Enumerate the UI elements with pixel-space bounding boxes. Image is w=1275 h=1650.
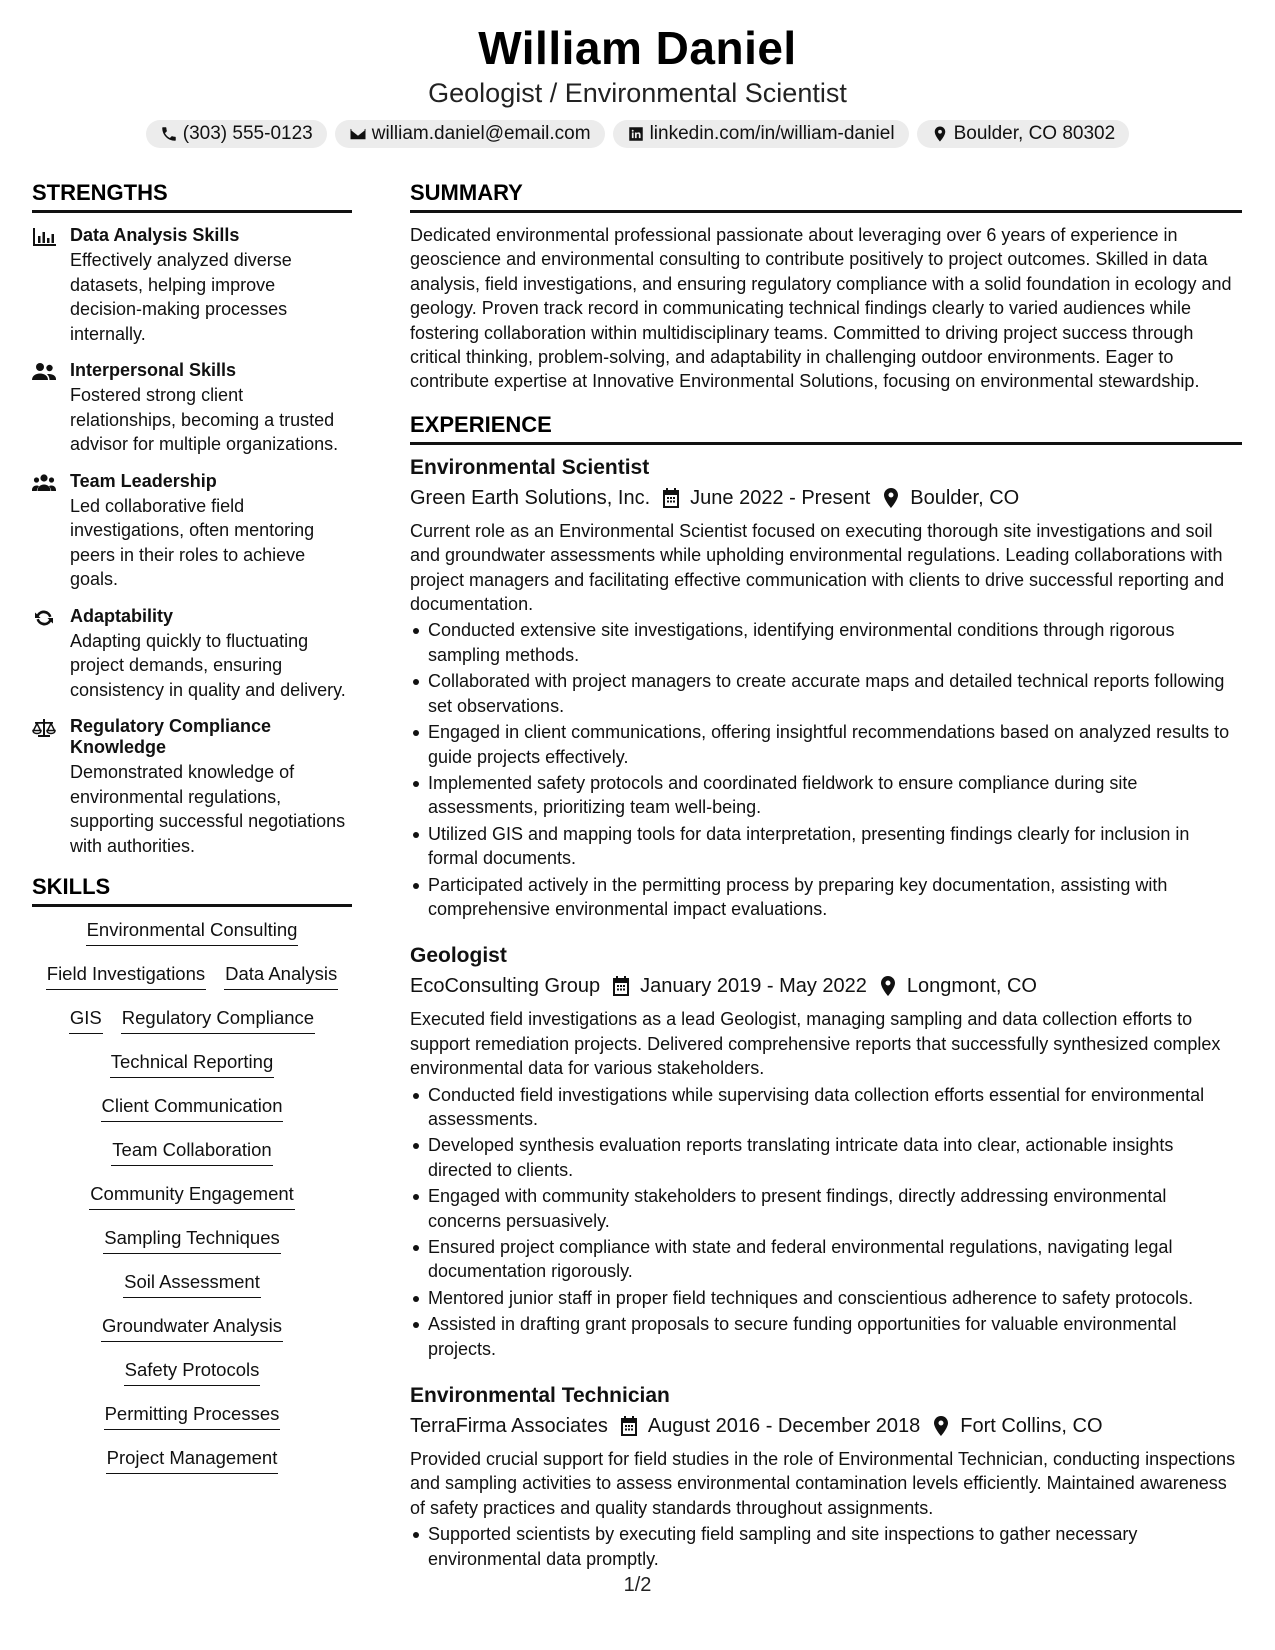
map-pin-icon bbox=[932, 1416, 950, 1436]
page-number: 1/2 bbox=[623, 1574, 652, 1596]
linkedin-icon bbox=[627, 125, 645, 143]
skill-tag: Permitting Processes bbox=[104, 1401, 281, 1430]
strength-desc: Effectively analyzed diverse datasets, helping improve decision-making processes internally. bbox=[70, 250, 292, 344]
list-item: Ensured project compliance with state and federal environmental regulations, navigating legal documentation rigorously. bbox=[428, 1235, 1242, 1284]
strength-desc: Led collaborative field investigations, often mentoring peers in their roles to achieve goals. bbox=[70, 495, 315, 589]
skills-list bbox=[32, 917, 352, 1489]
job-bullets bbox=[410, 1522, 1242, 1571]
experience-heading: EXPERIENCE bbox=[410, 410, 1242, 445]
skill-tag: Environmental Consulting bbox=[86, 917, 299, 946]
strength-title: Data Analysis Skills bbox=[70, 225, 240, 245]
skill-tag: Groundwater Analysis bbox=[101, 1313, 283, 1342]
team-icon bbox=[32, 473, 56, 493]
list-item: Developed synthesis evaluation reports translating intricate data into clear, actionable insights directed to clients. bbox=[428, 1133, 1242, 1182]
contact-linkedin[interactable] bbox=[613, 120, 909, 148]
job-title: Environmental Scientist bbox=[410, 455, 650, 479]
strengths-list bbox=[32, 225, 352, 858]
map-pin-icon bbox=[931, 125, 949, 143]
strength-desc: Demonstrated knowledge of environmental regulations, supporting successful negotiations with authorities. bbox=[70, 762, 346, 856]
job-company: TerraFirma Associates bbox=[410, 1415, 608, 1438]
job-bullets bbox=[410, 618, 1242, 921]
job-bullets bbox=[410, 1083, 1242, 1361]
skill-tag: Project Management bbox=[106, 1445, 279, 1474]
strength-item bbox=[32, 471, 352, 592]
job-title: Geologist bbox=[410, 944, 507, 968]
job-description: Current role as an Environmental Scientist focused on executing thorough site investigations and soil and groundwater assessments while upholding environmental regulations. Leading collaborations with project managers and facilitating effective communication with clients to drive successful reporting and documentation. bbox=[410, 520, 1225, 615]
calendar-icon bbox=[620, 1416, 638, 1436]
scale-icon bbox=[32, 718, 56, 738]
calendar-icon bbox=[612, 976, 630, 996]
candidate-title: Geologist / Environmental Scientist bbox=[428, 78, 847, 108]
job-location: Longmont, CO bbox=[906, 975, 1037, 998]
list-item: Utilized GIS and mapping tools for data interpretation, presenting findings clearly for inclusion in formal documents. bbox=[428, 822, 1242, 871]
calendar-icon bbox=[662, 488, 680, 508]
right-column bbox=[410, 178, 1242, 1573]
job-title: Environmental Technician bbox=[410, 1384, 670, 1408]
job-meta bbox=[410, 483, 1242, 513]
list-item: Engaged in client communications, offering insightful recommendations based on analyzed results to guide projects effectively. bbox=[428, 720, 1242, 769]
skills-heading: SKILLS bbox=[32, 872, 352, 907]
location-text: Boulder, CO 80302 bbox=[953, 123, 1116, 144]
strength-item bbox=[32, 360, 352, 457]
strength-item bbox=[32, 225, 352, 346]
job-company: EcoConsulting Group bbox=[410, 975, 601, 998]
skill-tag: Technical Reporting bbox=[110, 1049, 274, 1078]
job-description: Provided crucial support for field studies in the role of Environmental Technician, conducting inspections and sampling activities to assess environmental contamination levels efficiently. Maintained awareness of safety practices and quality standards throughout assignments. bbox=[410, 1449, 1236, 1518]
map-pin-icon bbox=[879, 976, 897, 996]
strength-desc: Fostered strong client relationships, becoming a trusted advisor for multiple organizations. bbox=[70, 385, 339, 454]
linkedin-text: linkedin.com/in/william-daniel bbox=[649, 123, 895, 144]
list-item: Collaborated with project managers to create accurate maps and detailed technical reports following set observations. bbox=[428, 669, 1242, 718]
skill-tag: Data Analysis bbox=[224, 961, 338, 990]
resume-header bbox=[0, 20, 1275, 148]
list-item: Participated actively in the permitting process by preparing key documentation, assisting with comprehensive environmental impact evaluations. bbox=[428, 873, 1242, 922]
strength-item bbox=[32, 716, 352, 858]
refresh-icon bbox=[32, 608, 56, 628]
list-item: Conducted extensive site investigations, identifying environmental conditions through rigorous sampling methods. bbox=[428, 618, 1242, 667]
job-dates: June 2022 - Present bbox=[690, 486, 871, 509]
people-icon bbox=[32, 362, 56, 382]
phone-text: (303) 555-0123 bbox=[182, 123, 313, 144]
skill-tag: Sampling Techniques bbox=[103, 1225, 281, 1254]
skill-tag: Regulatory Compliance bbox=[121, 1005, 315, 1034]
skill-tag: Safety Protocols bbox=[124, 1357, 261, 1386]
strengths-heading: STRENGTHS bbox=[32, 178, 352, 213]
job-entry bbox=[410, 943, 1242, 1361]
strength-title: Regulatory Compliance Knowledge bbox=[70, 716, 272, 757]
contact-location bbox=[917, 120, 1130, 148]
bar-chart-icon bbox=[32, 227, 56, 247]
summary-text: Dedicated environmental professional passionate about leveraging over 6 years of experience in geoscience and environmental consulting to contribute positively to project outcomes. Skilled in data analysis, field investigations, and ensuring regulatory compliance with a solid foundation in ecology and geology. Proven track record in communicating technical findings clearly to varied audiences while fostering collaboration within multidisciplinary teams. Committed to driving project success through critical thinking, problem-solving, and adaptability in challenging outdoor environments. Eager to contribute expertise at Innovative Environmental Solutions, focusing on environmental stewardship. bbox=[410, 225, 1232, 392]
strength-title: Adaptability bbox=[70, 605, 174, 626]
skills-section bbox=[32, 872, 352, 1489]
strength-title: Team Leadership bbox=[70, 470, 217, 491]
experience-section bbox=[410, 410, 1242, 1571]
job-description: Executed field investigations as a lead Geologist, managing sampling and data collection efforts to support remediation projects. Delivered comprehensive reports that successfully synthesized complex environmental data for various stakeholders. bbox=[410, 1009, 1221, 1079]
job-entry bbox=[410, 1383, 1242, 1571]
list-item: Implemented safety protocols and coordinated fieldwork to ensure compliance during site assessments, prioritizing team well-being. bbox=[428, 771, 1242, 820]
list-item: Supported scientists by executing field sampling and site inspections to gather necessary environmental data promptly. bbox=[428, 1522, 1242, 1571]
strength-item bbox=[32, 606, 352, 703]
strength-title: Interpersonal Skills bbox=[70, 360, 237, 380]
job-company: Green Earth Solutions, Inc. bbox=[410, 486, 651, 509]
left-column bbox=[32, 178, 352, 1489]
skill-tag: Community Engagement bbox=[89, 1181, 295, 1210]
phone-icon bbox=[160, 125, 178, 143]
job-location: Fort Collins, CO bbox=[960, 1415, 1103, 1438]
list-item: Mentored junior staff in proper field techniques and conscientious adherence to safety protocols. bbox=[428, 1286, 1242, 1310]
job-meta bbox=[410, 1411, 1242, 1441]
list-item: Engaged with community stakeholders to present findings, directly addressing environmental concerns persuasively. bbox=[428, 1184, 1242, 1233]
contact-email[interactable] bbox=[335, 120, 605, 148]
job-location: Boulder, CO bbox=[910, 486, 1020, 509]
contact-phone[interactable] bbox=[146, 120, 327, 148]
job-dates: January 2019 - May 2022 bbox=[640, 975, 867, 998]
job-entry bbox=[410, 455, 1242, 922]
map-pin-icon bbox=[882, 488, 900, 508]
skill-tag: Team Collaboration bbox=[111, 1137, 272, 1166]
skill-tag: Soil Assessment bbox=[123, 1269, 261, 1298]
envelope-icon bbox=[349, 125, 367, 143]
job-dates: August 2016 - December 2018 bbox=[647, 1415, 921, 1438]
skill-tag: GIS bbox=[69, 1005, 103, 1034]
list-item: Conducted field investigations while supervising data collection efforts essential for environmental assessments. bbox=[428, 1083, 1242, 1132]
strength-desc: Adapting quickly to fluctuating project demands, ensuring consistency in quality and delivery. bbox=[70, 630, 346, 700]
contact-bar bbox=[0, 120, 1275, 148]
job-meta bbox=[410, 971, 1242, 1001]
list-item: Assisted in drafting grant proposals to secure funding opportunities for valuable environmental projects. bbox=[428, 1312, 1242, 1361]
email-text: william.daniel@email.com bbox=[371, 123, 591, 144]
skill-tag: Client Communication bbox=[101, 1093, 284, 1122]
candidate-name: William Daniel bbox=[478, 22, 797, 74]
skill-tag: Field Investigations bbox=[46, 961, 206, 990]
summary-heading: SUMMARY bbox=[410, 178, 1242, 213]
